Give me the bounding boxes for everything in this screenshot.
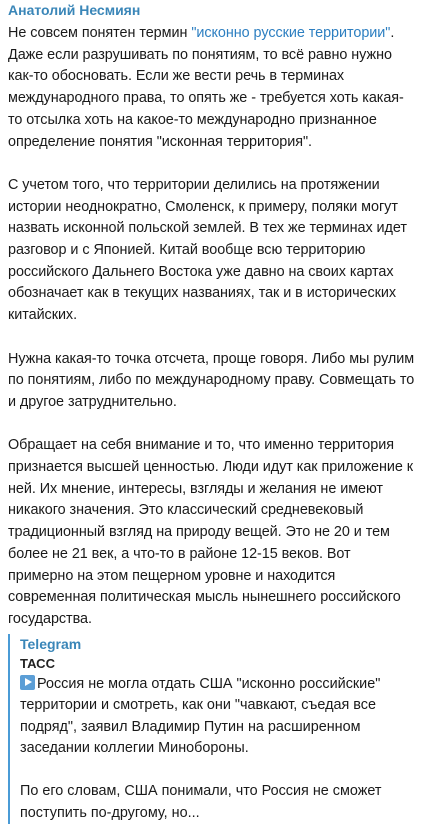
paragraph-gap bbox=[8, 153, 417, 175]
paragraph-2: С учетом того, что территории делились на протяжении истории неоднократно, Смоленск, к примеру, поляки могут назвать исконной польской землей. В тех же терминах идет разговор и с Японией. Китай вообще всю территорию российского Дальнего Востока уже давно на своих картах обозначает как в текущих названиях, так и в исторических китайских. bbox=[8, 176, 407, 324]
quote-text-2: По его словам, США понимали, что Россия не сможет поступить по-другому, но... bbox=[20, 783, 382, 821]
paragraph-gap bbox=[8, 414, 417, 436]
term-link[interactable]: "исконно русские территории" bbox=[191, 25, 391, 41]
forwarded-quote[interactable] bbox=[8, 634, 417, 824]
paragraph-gap bbox=[8, 327, 417, 349]
paragraph-1 bbox=[8, 23, 417, 153]
play-icon bbox=[20, 675, 35, 690]
quote-text-1-content: Россия не могла отдать США "исконно российские" территории и смотреть, как они "чавкают, съедая все подряд", заявил Владимир Путин на расширенном заседании коллегии Минобороны. bbox=[20, 675, 381, 757]
paragraph-1-start: Не совсем понятен термин bbox=[8, 25, 192, 41]
quote-gap bbox=[20, 760, 417, 782]
paragraph-3: Нужна какая-то точка отсчета, проще говоря. Либо мы рулим по понятиям, либо по международному праву. Совмещать то и другое затруднительно. bbox=[8, 350, 415, 410]
paragraph-1-end: . Даже если разрушивать по понятиям, то всё равно нужно как-то обосновать. Если же вести речь в терминах международного права, то опять же - требуется хоть какая-то отсылка хоть на какое-то международно признанное определение понятия "исконная территория". bbox=[8, 25, 404, 150]
quote-title[interactable]: ТАСС bbox=[20, 655, 55, 671]
quote-source[interactable]: Telegram bbox=[20, 635, 82, 652]
quote-text-1 bbox=[20, 674, 417, 760]
post-author[interactable]: Анатолий Несмиян bbox=[8, 2, 141, 18]
post-body bbox=[8, 23, 417, 631]
paragraph-4: Обращает на себя внимание и то, что именно территория признается высшей ценностью. Люди идут как приложение к ней. Их мнение, интересы, взгляды и желания не имеют никакого значения. Это классический средневековый традиционный взгляд на природу вещей. Это не 20 и тем более не 21 век, а что-то в районе 12-15 веков. Вот примерно на этом пещерном уровне и находится современная политическая мысль нынешнего российского государства. bbox=[8, 437, 414, 627]
